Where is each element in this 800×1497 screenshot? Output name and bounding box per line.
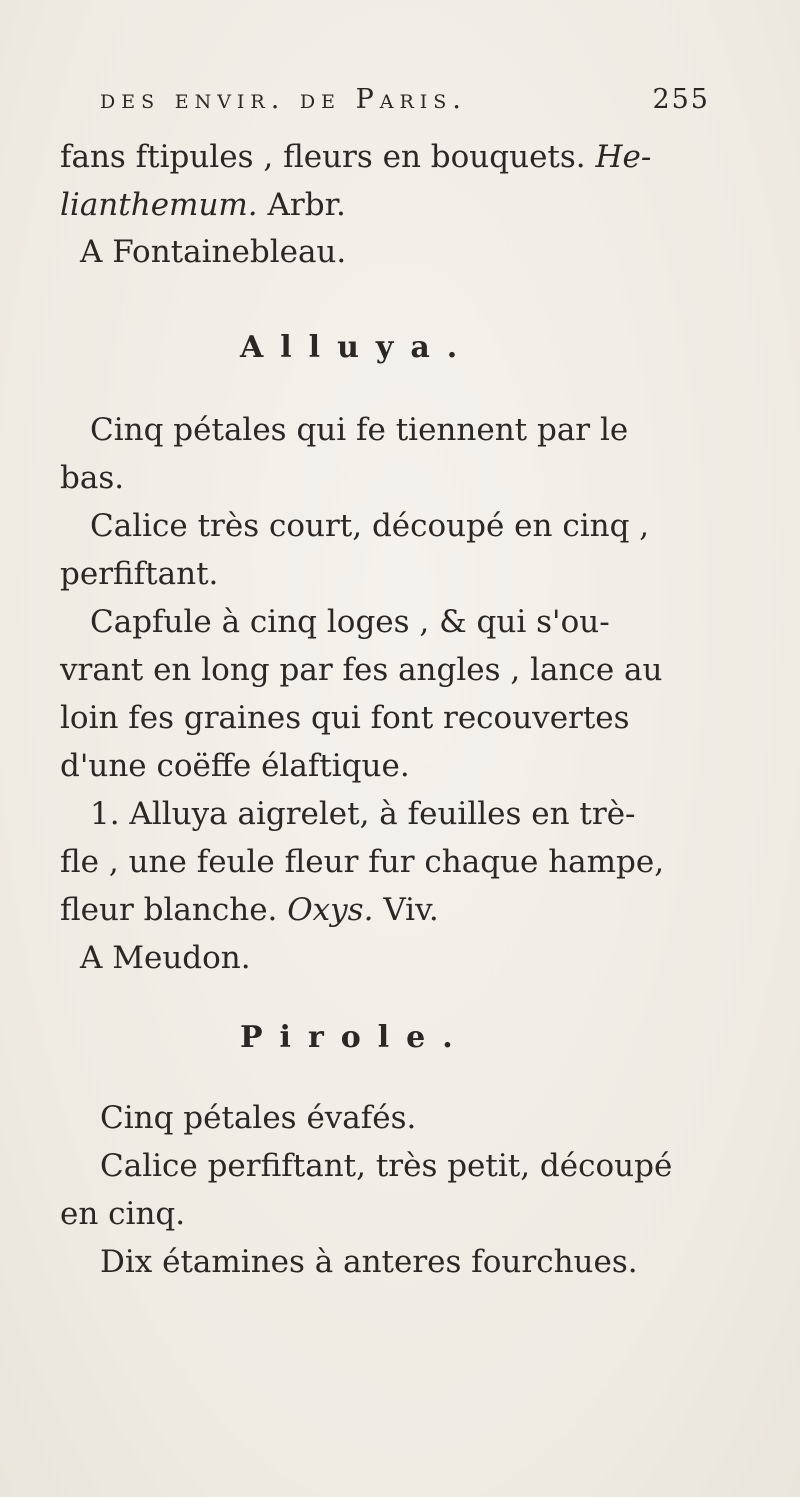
text-line-4: Cinq pétales qui fe tiennent par le — [90, 412, 629, 448]
text-line-6: Calice très court, découpé en cinq , — [90, 508, 650, 544]
running-head — [100, 84, 710, 115]
text-line-13: fle , une feule fleur fur chaque hampe, — [60, 844, 665, 880]
text-line-7: perfiftant. — [60, 556, 219, 592]
section-heading-alluya: Alluya. — [240, 330, 475, 365]
text-line-17: Calice perfiftant, très petit, découpé — [100, 1148, 673, 1184]
running-head-title: des envir. de Paris. — [100, 84, 467, 115]
text-line-1: fans ftipules , fleurs en bouquets. He- — [60, 139, 652, 175]
text-line-19: Dix étamines à anteres fourchues. — [100, 1244, 638, 1280]
text-line-12: 1. Alluya aigrelet, à feuilles en trè- — [90, 796, 636, 832]
text-line-10: loin fes graines qui font recouvertes — [60, 700, 630, 736]
text-line-9: vrant en long par fes angles , lance au — [60, 652, 663, 688]
page-number: 255 — [652, 84, 710, 115]
text-line-2: lianthemum. Arbr. — [60, 187, 346, 223]
text-line-3: A Fontainebleau. — [80, 234, 347, 270]
text-line-14: fleur blanche. Oxys. Viv. — [60, 892, 439, 928]
text-line-18: en cinq. — [60, 1196, 186, 1232]
text-line-15: A Meudon. — [80, 940, 251, 976]
text-line-11: d'une coëffe élaftique. — [60, 748, 410, 784]
section-heading-pirole: Pirole. — [240, 1020, 470, 1055]
text-line-8: Capfule à cinq loges , & qui s'ou- — [90, 604, 610, 640]
text-line-16: Cinq pétales évafés. — [100, 1100, 417, 1136]
text-line-5: bas. — [60, 460, 125, 496]
